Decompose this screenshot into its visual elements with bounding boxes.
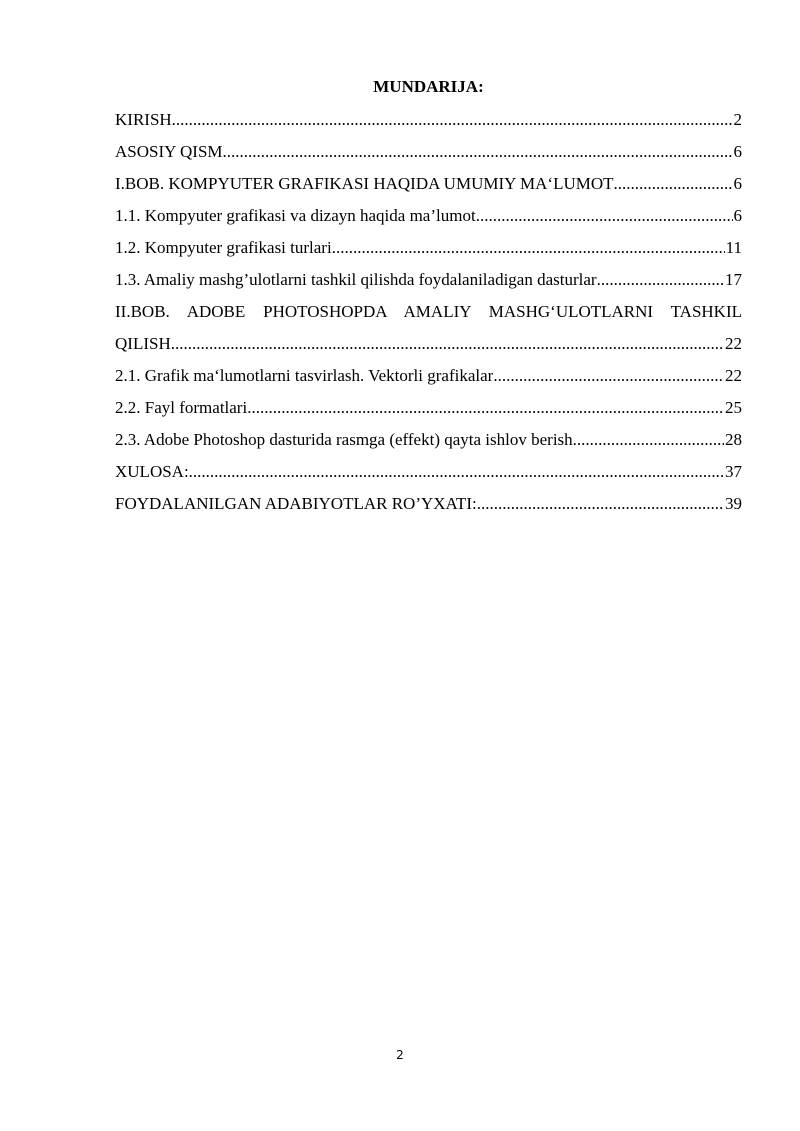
toc-leader-dots: [332, 237, 725, 259]
toc-entry-section-2-2[interactable]: [115, 397, 742, 429]
toc-entry-section-1-2[interactable]: [115, 237, 742, 269]
toc-entry-page: [115, 324, 116, 333]
toc-entry-chapter-2[interactable]: [115, 301, 742, 333]
toc-entry-chapter-1[interactable]: [115, 173, 742, 205]
toc-entry-asosiy-qism[interactable]: [115, 141, 742, 173]
toc-entry-label: 1.2. Kompyuter grafikasi turlari: [115, 238, 332, 257]
toc-entry-page: 39: [725, 494, 742, 513]
toc-leader-dots: [476, 205, 733, 227]
toc-leader-dots: [573, 429, 724, 451]
page-number: 2: [396, 1048, 404, 1062]
toc-entry-section-2-3[interactable]: [115, 429, 742, 461]
toc-entry-page: 25: [725, 398, 742, 417]
toc-entry-section-1-1[interactable]: [115, 205, 742, 237]
toc-entry-page: 37: [725, 462, 742, 481]
toc-leader-dots: [493, 365, 724, 387]
toc-entry-section-2-1[interactable]: [115, 365, 742, 397]
toc-entry-references[interactable]: [115, 493, 742, 525]
toc-entry-page: 28: [725, 430, 742, 449]
toc-entry-label: KIRISH: [115, 110, 172, 129]
toc-entry-page: 6: [733, 206, 742, 225]
toc-entry-page: 22: [725, 366, 742, 385]
toc-leader-dots: [247, 397, 724, 419]
toc-entry-page: 2: [733, 110, 742, 129]
toc-entry-page: 11: [725, 238, 742, 257]
toc-entry-label: QILISH: [115, 334, 171, 353]
toc-entry-chapter-2-continued[interactable]: [115, 333, 742, 365]
toc-leader-dots: [172, 109, 733, 131]
toc-entry-label: 2.2. Fayl formatlari: [115, 398, 248, 417]
toc-entry-page: 6: [733, 174, 742, 193]
toc-entry-label: FOYDALANILGAN ADABIYOTLAR RO’YXATI:: [115, 494, 477, 513]
toc-leader-dots: [171, 333, 724, 355]
table-of-contents: [115, 109, 742, 525]
toc-leader-dots: [597, 269, 724, 291]
toc-entry-section-1-3[interactable]: [115, 269, 742, 301]
toc-entry-page: 17: [725, 270, 742, 289]
toc-entry-page: 22: [725, 334, 742, 353]
toc-leader-dots: [223, 141, 733, 163]
toc-leader-dots: [189, 461, 724, 483]
toc-entry-xulosa[interactable]: [115, 461, 742, 493]
toc-entry-kirish[interactable]: [115, 109, 742, 141]
toc-leader-dots: [477, 493, 724, 515]
toc-entry-page: 6: [733, 142, 742, 161]
toc-entry-label: 1.1. Kompyuter grafikasi va dizayn haqida ma’lumot: [115, 206, 476, 225]
toc-entry-label: XULOSA:: [115, 462, 189, 481]
toc-entry-label: 2.3. Adobe Photoshop dasturida rasmga (effekt) qayta ishlov berish: [115, 430, 573, 449]
toc-entry-label: ASOSIY QISM: [115, 142, 223, 161]
toc-leader-dots: [614, 173, 733, 195]
toc-entry-label: II.BOB. ADOBE PHOTOSHOPDA AMALIY MASHG‘ULOTLARNI TASHKIL: [115, 302, 742, 321]
toc-entry-label: 2.1. Grafik ma‘lumotlarni tasvirlash. Vektorli grafikalar: [115, 366, 494, 385]
toc-heading: MUNDARIJA:: [373, 77, 484, 96]
toc-entry-label: I.BOB. KOMPYUTER GRAFIKASI HAQIDA UMUMIY MA‘LUMOT: [115, 174, 614, 193]
toc-entry-label: 1.3. Amaliy mashg’ulotlarni tashkil qilishda foydalaniladigan dasturlar: [115, 270, 597, 289]
